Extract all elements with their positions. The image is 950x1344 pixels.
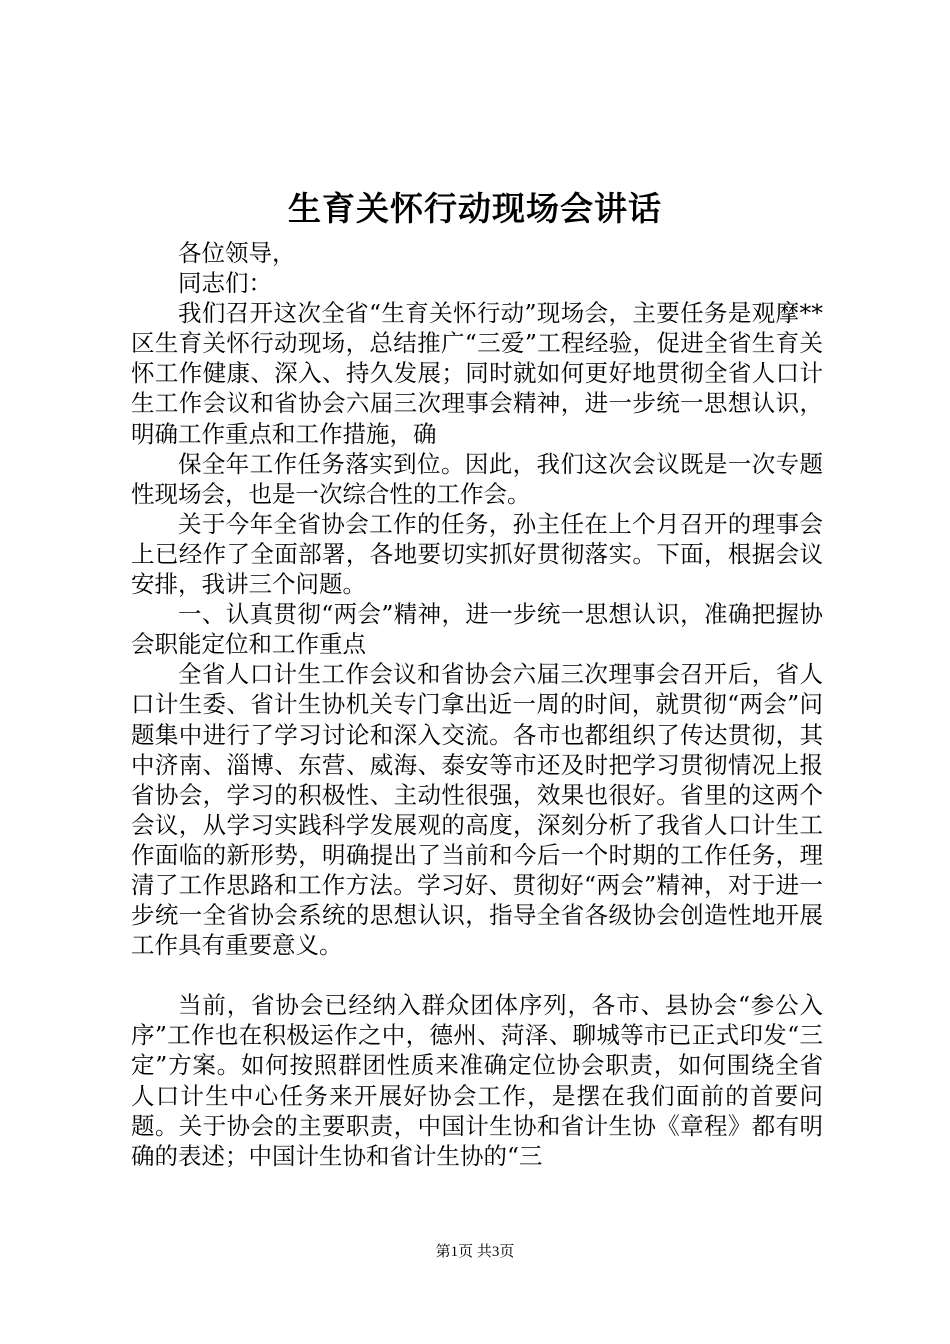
page-footer: 第1页 共3页 [435, 1244, 515, 1260]
body-paragraph: 我们召开这次全省“生育关怀行动”现场会，主要任务是观摩**区生育关怀行动现场，总结推广“三爱”工程经验，促进全省生育关怀工作健康、深入、持久发展；同时就如何更好地贯彻全省人口计生工作会议和省协会六届三次理事会精神，进一步统一思想认识，明确工作重点和工作措施，确 [131, 299, 823, 448]
paragraph-spacer [131, 960, 823, 990]
greeting-line: 各位领导， [178, 239, 296, 267]
greeting-line: 同志们： [178, 269, 272, 298]
document-title: 生育关怀行动现场会讲话 [288, 189, 662, 228]
body-paragraph: 保全年工作任务落实到位。因此，我们这次会议既是一次专题性现场会，也是一次综合性的工作会。 [131, 449, 823, 508]
body-paragraph: 全省人口计生工作会议和省协会六届三次理事会召开后，省人口计生委、省计生协机关专门拿出近一周的时间，就贯彻“两会”问题集中进行了学习讨论和深入交流。各市也都组织了传达贯彻，其中济南、淄博、东营、威海、泰安等市还及时把学习贯彻情况上报省协会，学习的积极性、主动性很强，效果也很好。省里的这两个会议，从学习实践科学发展观的高度，深刻分析了我省人口计生工作面临的新形势，明确提出了当前和今后一个时期的工作任务，理清了工作思路和工作方法。学习好、贯彻好“两会”精神，对于进一步统一全省协会系统的思想认识，指导全省各级协会创造性地开展工作具有重要意义。 [131, 660, 823, 960]
section-heading: 一、认真贯彻“两会”精神，进一步统一思想认识，准确把握协会职能定位和工作重点 [131, 600, 823, 659]
document-body [131, 238, 823, 1171]
body-paragraph: 当前，省协会已经纳入群众团体序列，各市、县协会“参公入序”工作也在积极运作之中，德州、菏泽、聊城等市已正式印发“三定”方案。如何按照群团性质来准确定位协会职责，如何围绕全省人口计生中心任务来开展好协会工作，是摆在我们面前的首要问题。关于协会的主要职责，中国计生协和省计生协《章程》都有明确的表述；中国计生协和省计生协的“三 [131, 991, 823, 1170]
body-paragraph: 关于今年全省协会工作的任务，孙主任在上个月召开的理事会上已经作了全面部署，各地要切实抓好贯彻落实。下面，根据会议安排，我讲三个问题。 [131, 509, 823, 599]
